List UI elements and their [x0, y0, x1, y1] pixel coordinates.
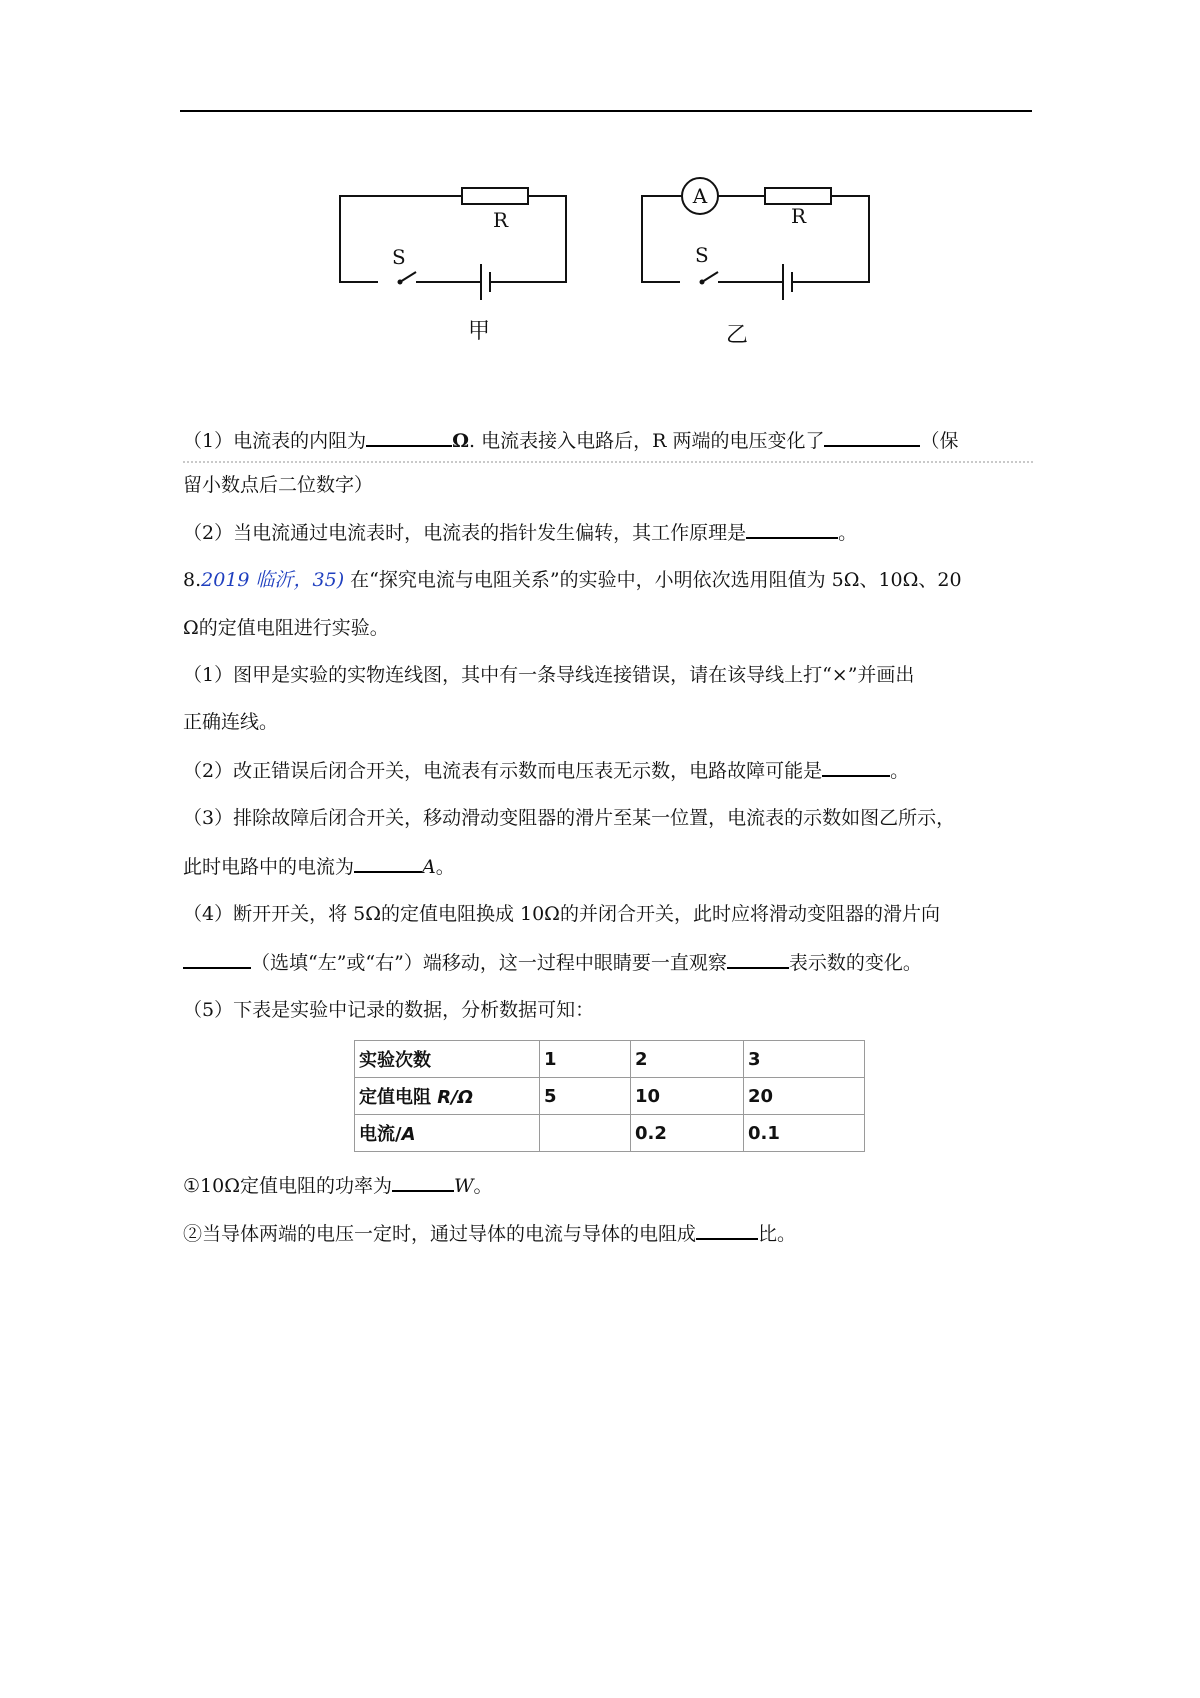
table-row: [355, 1115, 865, 1152]
q7-part2: （2）当电流通过电流表时，电流表的指针发生偏转，其工作原理是 。: [183, 517, 857, 548]
caption-jia: 甲: [468, 319, 491, 344]
table-cell: 20: [744, 1078, 865, 1115]
left-resistor-label: R: [493, 208, 509, 232]
table-cell: 0.1: [744, 1115, 865, 1152]
table-cell: 实验次数: [355, 1041, 540, 1078]
q8-conclusion2: ②当导体两端的电压一定时，通过导体的电流与导体的电阻成 比。: [183, 1218, 796, 1249]
table-cell: 10: [631, 1078, 744, 1115]
table-cell: 定值电阻 R/Ω: [355, 1078, 540, 1115]
ammeter-label: A: [692, 184, 708, 208]
blank-voltage-change[interactable]: [824, 425, 920, 447]
table-cell: 3: [744, 1041, 865, 1078]
q8-step4-line1: （4）断开开关，将 5Ω的定值电阻换成 10Ω的并闭合开关，此时应将滑动变阻器的滑片向: [183, 903, 940, 925]
q8-step1-line2: 正确连线。: [183, 711, 279, 733]
right-resistor-label: R: [791, 204, 807, 228]
right-switch: [702, 272, 718, 282]
blank-slider-direction[interactable]: [183, 947, 251, 969]
blank-power-value[interactable]: [392, 1170, 454, 1192]
q8-intro-line2: Ω的定值电阻进行实验。: [183, 617, 389, 639]
q8-step1-line1: （1）图甲是实验的实物连线图，其中有一条导线连接错误，请在该导线上打“×”并画出: [183, 664, 915, 686]
right-switch-pivot: [700, 280, 705, 285]
q7-part1-line2: 留小数点后二位数字）: [183, 474, 374, 496]
table-cell: 0.2: [631, 1115, 744, 1152]
q8-step2: （2）改正错误后闭合开关，电流表有示数而电压表无示数，电路故障可能是 。: [183, 755, 909, 786]
right-resistor: [765, 188, 831, 204]
caption-yi: 乙: [726, 323, 749, 348]
blank-circuit-fault[interactable]: [822, 755, 890, 777]
table-cell: 5: [540, 1078, 631, 1115]
blank-working-principle[interactable]: [746, 517, 838, 539]
table-row: [355, 1078, 865, 1115]
q8-source: 2019 临沂，35): [201, 569, 345, 591]
header-rule: [180, 110, 1032, 112]
left-switch: [400, 272, 416, 282]
blank-current-value[interactable]: [354, 851, 422, 873]
left-resistor: [462, 188, 528, 204]
q8-intro-line1: 8.2019 临沂，35) 在“探究电流与电阻关系”的实验中，小明依次选用阻值为 5Ω、10Ω、20: [183, 569, 962, 591]
left-switch-pivot: [398, 280, 403, 285]
data-table: [354, 1040, 865, 1152]
circuit-diagrams: [300, 160, 880, 350]
q8-step4-line2: （选填“左”或“右”）端移动，这一过程中眼睛要一直观察 表示数的变化。: [183, 947, 922, 978]
dotted-divider: [183, 461, 1033, 463]
table-cell: 1: [540, 1041, 631, 1078]
blank-meter-observed[interactable]: [727, 947, 789, 969]
table-cell: 电流/A: [355, 1115, 540, 1152]
q8-step3-line1: （3）排除故障后闭合开关，移动滑动变阻器的滑片至某一位置，电流表的示数如图乙所示，: [183, 807, 956, 829]
q8-step5: （5）下表是实验中记录的数据，分析数据可知：: [183, 999, 595, 1021]
q8-conclusion1: ①10Ω定值电阻的功率为 W。: [183, 1170, 493, 1201]
table-cell: 2: [631, 1041, 744, 1078]
q7-part1-line1: （1）电流表的内阻为 Ω. 电流表接入电路后，R 两端的电压变化了 （保: [183, 425, 958, 456]
blank-proportion[interactable]: [696, 1218, 758, 1240]
table-cell: [540, 1115, 631, 1152]
table-row: [355, 1041, 865, 1078]
left-switch-label: S: [392, 245, 406, 269]
right-switch-label: S: [695, 243, 709, 267]
q8-step3-line2: 此时电路中的电流为 A。: [183, 851, 455, 882]
blank-ammeter-resistance[interactable]: [366, 425, 452, 447]
